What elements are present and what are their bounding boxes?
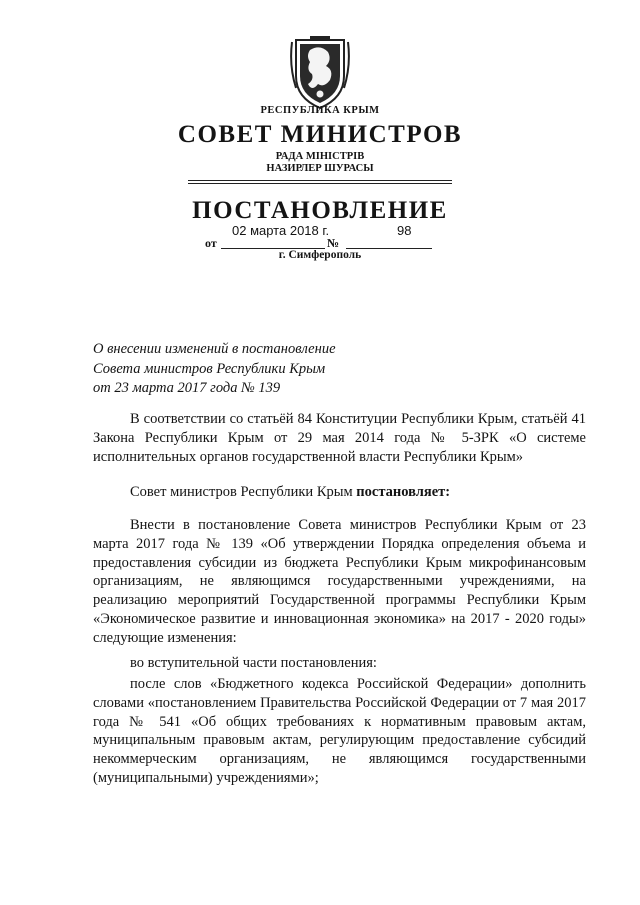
paragraph-text: во вступительной части постановления: bbox=[130, 655, 377, 671]
city: г. Симферополь bbox=[278, 249, 362, 261]
header-divider bbox=[188, 180, 452, 181]
republic-name: РЕСПУБЛИКА КРЫМ bbox=[260, 105, 380, 116]
body-paragraph bbox=[93, 410, 586, 466]
subject-line: Совета министров Республики Крым bbox=[93, 360, 326, 377]
paragraph-text: Внести в постановление Совета министров Республики Крым от 23 марта 2017 года № 139 «Об утверждении Порядка определения объема и предоставления субсидии из бюджета Республики Крым микрофинансовым организациям, не являющимся государственными учреждениями, на реализацию мероприятий Государственной программы Республики Крым «Экономическое развитие и инновационная экономика» на 2017 - 2020 годы» следующие изменения: bbox=[93, 517, 586, 646]
subject-line: О внесении изменений в постановление bbox=[93, 341, 336, 357]
coat-of-arms-icon bbox=[288, 36, 352, 110]
council-name-crimean-tatar: НАЗИРЛЕР ШУРАСЫ bbox=[266, 163, 374, 174]
header-divider bbox=[188, 183, 452, 184]
body-paragraph bbox=[93, 516, 586, 648]
number-prefix: № bbox=[327, 236, 340, 250]
date-prefix: от bbox=[205, 236, 217, 250]
council-name-ukrainian: РАДА МІНІСТРІВ bbox=[275, 151, 365, 162]
paragraph-text: после слов «Бюджетного кодекса Российской Федерации» дополнить словами «постановлением Правительства Российской Федерации от 7 мая 2017 года № 541 «Об общих требованиях к нормативным правовым актам, муниципальным правовым актам, регулирующим предоставление субсидий некоммерческим организациям, не являющимся государственными (муниципальными) учреждениями»; bbox=[93, 676, 586, 786]
council-name: СОВЕТ МИНИСТРОВ bbox=[177, 121, 463, 148]
document-type: ПОСТАНОВЛЕНИЕ bbox=[192, 197, 448, 224]
resolution-verb: постановляет: bbox=[356, 484, 451, 500]
subject-line: от 23 марта 2017 года № 139 bbox=[93, 380, 281, 396]
paragraph-text: В соответствии со статьёй 84 Конституции Республики Крым, статьёй 41 Закона Республики Крым от 29 мая 2014 года № 5-ЗРК «О системе исполнительных органов государственной власти Республики Крым» bbox=[93, 411, 586, 465]
document-subject bbox=[93, 340, 393, 399]
body-paragraph bbox=[93, 654, 586, 673]
body-paragraph bbox=[93, 675, 586, 788]
document-date: 02 марта 2018 г. bbox=[232, 223, 330, 238]
body-paragraph bbox=[93, 483, 586, 502]
resolution-subject: Совет министров Республики Крым bbox=[130, 484, 357, 500]
document-number: 98 bbox=[397, 223, 412, 238]
paragraph-text bbox=[93, 483, 586, 502]
